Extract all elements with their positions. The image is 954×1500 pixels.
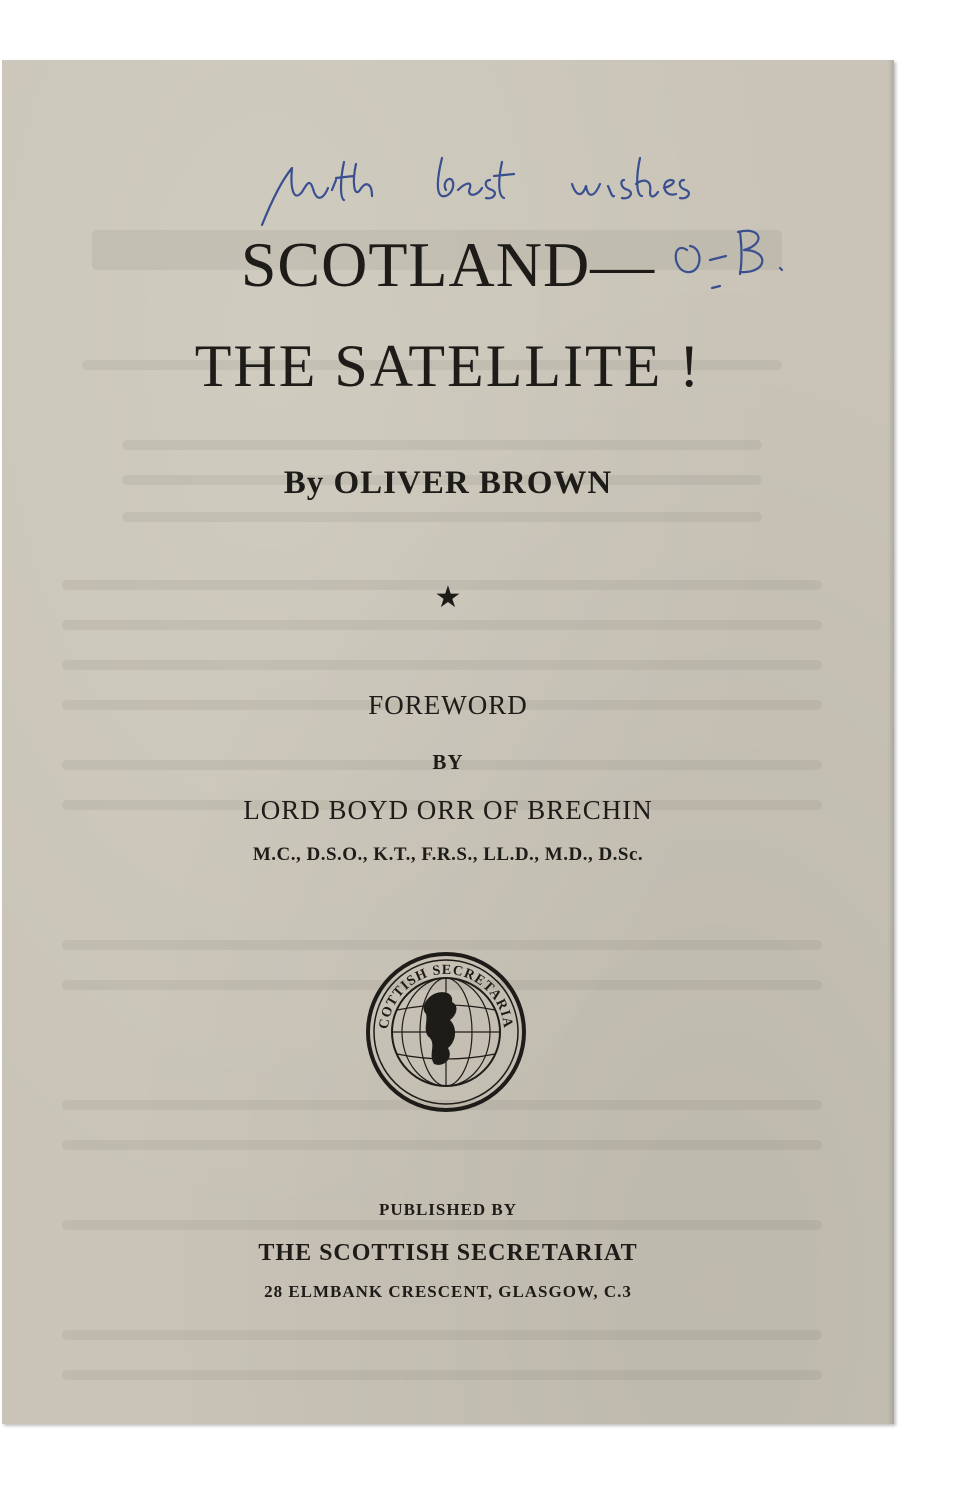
- foreword-author: LORD BOYD ORR OF BRECHIN: [243, 795, 653, 825]
- author-byline: By OLIVER BROWN: [283, 465, 613, 501]
- scottish-secretariat-seal: [364, 950, 528, 1114]
- foreword-author-qualifications: M.C., D.S.O., K.T., F.R.S., LL.D., M.D., D.Sc.: [252, 844, 644, 865]
- publisher-address: 28 ELMBANK CRESCENT, GLASGOW, C.3: [264, 1282, 632, 1301]
- seal-text: COTTISH SECRETARIA: [376, 962, 515, 1030]
- publisher-name: THE SCOTTISH SECRETARIAT: [258, 1240, 638, 1266]
- globe-seal-icon: [364, 950, 528, 1114]
- foreword-by: BY: [432, 750, 464, 774]
- title-line-1: SCOTLAND—: [240, 229, 656, 300]
- title-page: [2, 60, 894, 1424]
- published-by-label: PUBLISHED BY: [378, 1200, 518, 1219]
- star-ornament: ★: [434, 581, 462, 614]
- foreword-heading: FOREWORD: [368, 690, 528, 720]
- title-line-2: THE SATELLITE !: [194, 333, 702, 399]
